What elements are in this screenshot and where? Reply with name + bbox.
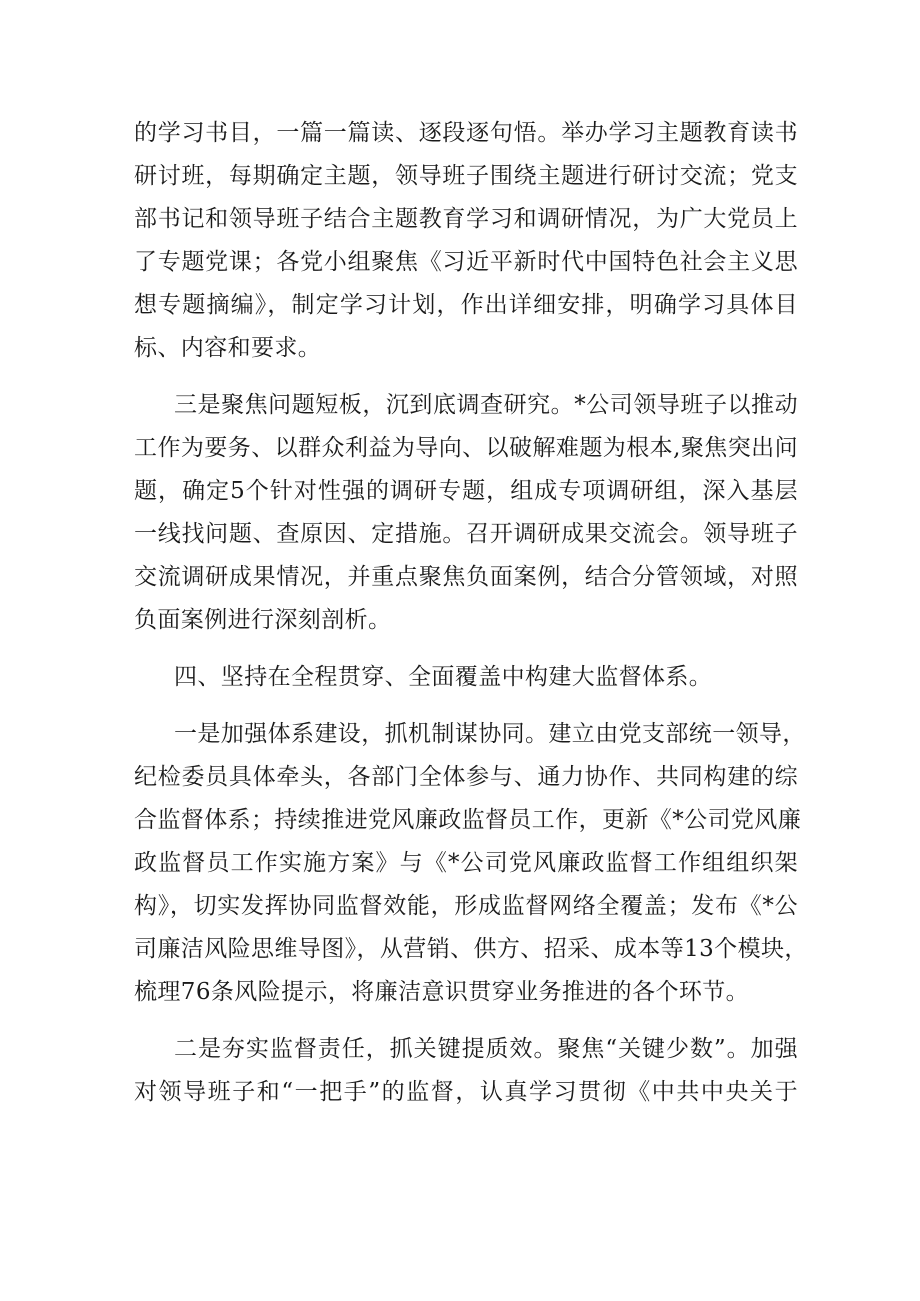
text-line: 对领导班子和“一把手”的监督，认真学习贯彻《中共中央关于 [134, 1079, 798, 1105]
text-line: 一线找问题、查原因、定措施。召开调研成果交流会。领导班子 [134, 521, 798, 547]
text-line: 三是聚焦问题短板，沉到底调查研究。*公司领导班子以推动 [174, 392, 798, 418]
text-line: 纪检委员具体牵头，各部门全体参与、通力协作、共同构建的综 [134, 764, 798, 790]
text-line: 工作为要务、以群众利益为导向、以破解难题为根本,聚焦突出问 [134, 435, 798, 461]
paragraph-responsibility [134, 1028, 798, 1114]
paragraph-research [134, 384, 798, 642]
text-line: 标、内容和要求。 [134, 335, 322, 361]
text-line: 合监督体系；持续推进党风廉政监督员工作，更新《*公司党风廉 [134, 807, 802, 833]
paragraph-system-building [134, 713, 808, 1014]
text-line: 题，确定5个针对性强的调研专题，组成专项调研组，深入基层 [134, 478, 798, 504]
text-line: 构》，切实发挥协同监督效能，形成监督网络全覆盖；发布《*公 [134, 893, 798, 919]
text-line: 的学习书目，一篇一篇读、逐段逐句悟。举办学习主题教育读书 [134, 120, 798, 146]
text-line: 二是夯实监督责任，抓关键提质效。聚焦“关键少数”。加强 [174, 1036, 798, 1062]
text-line: 交流调研成果情况，并重点聚焦负面案例，结合分管领域，对照 [134, 564, 798, 590]
body-text [134, 112, 808, 1128]
text-line: 部书记和领导班子结合主题教育学习和调研情况，为广大党员上 [134, 206, 798, 232]
text-line: 四、坚持在全程贯穿、全面覆盖中构建大监督体系。 [174, 664, 713, 690]
text-line: 梳理76条风险提示，将廉洁意识贯穿业务推进的各个环节。 [134, 979, 750, 1005]
text-line: 司廉洁风险思维导图》，从营销、供方、招采、成本等13个模块， [134, 936, 808, 962]
paragraph-study-books [134, 112, 798, 370]
section-heading-supervision [134, 656, 798, 699]
text-line: 政监督员工作实施方案》与《*公司党风廉政监督工作组组织架 [134, 850, 798, 876]
text-line: 一是加强体系建设，抓机制谋协同。建立由党支部统一领导， [174, 721, 806, 747]
text-line: 研讨班，每期确定主题，领导班子围绕主题进行研讨交流；党支 [134, 163, 798, 189]
text-line: 想专题摘编》，制定学习计划，作出详细安排，明确学习具体目 [134, 292, 798, 318]
text-line: 负面案例进行深刻剖析。 [134, 607, 392, 633]
text-line: 了专题党课；各党小组聚焦《习近平新时代中国特色社会主义思 [134, 249, 798, 275]
